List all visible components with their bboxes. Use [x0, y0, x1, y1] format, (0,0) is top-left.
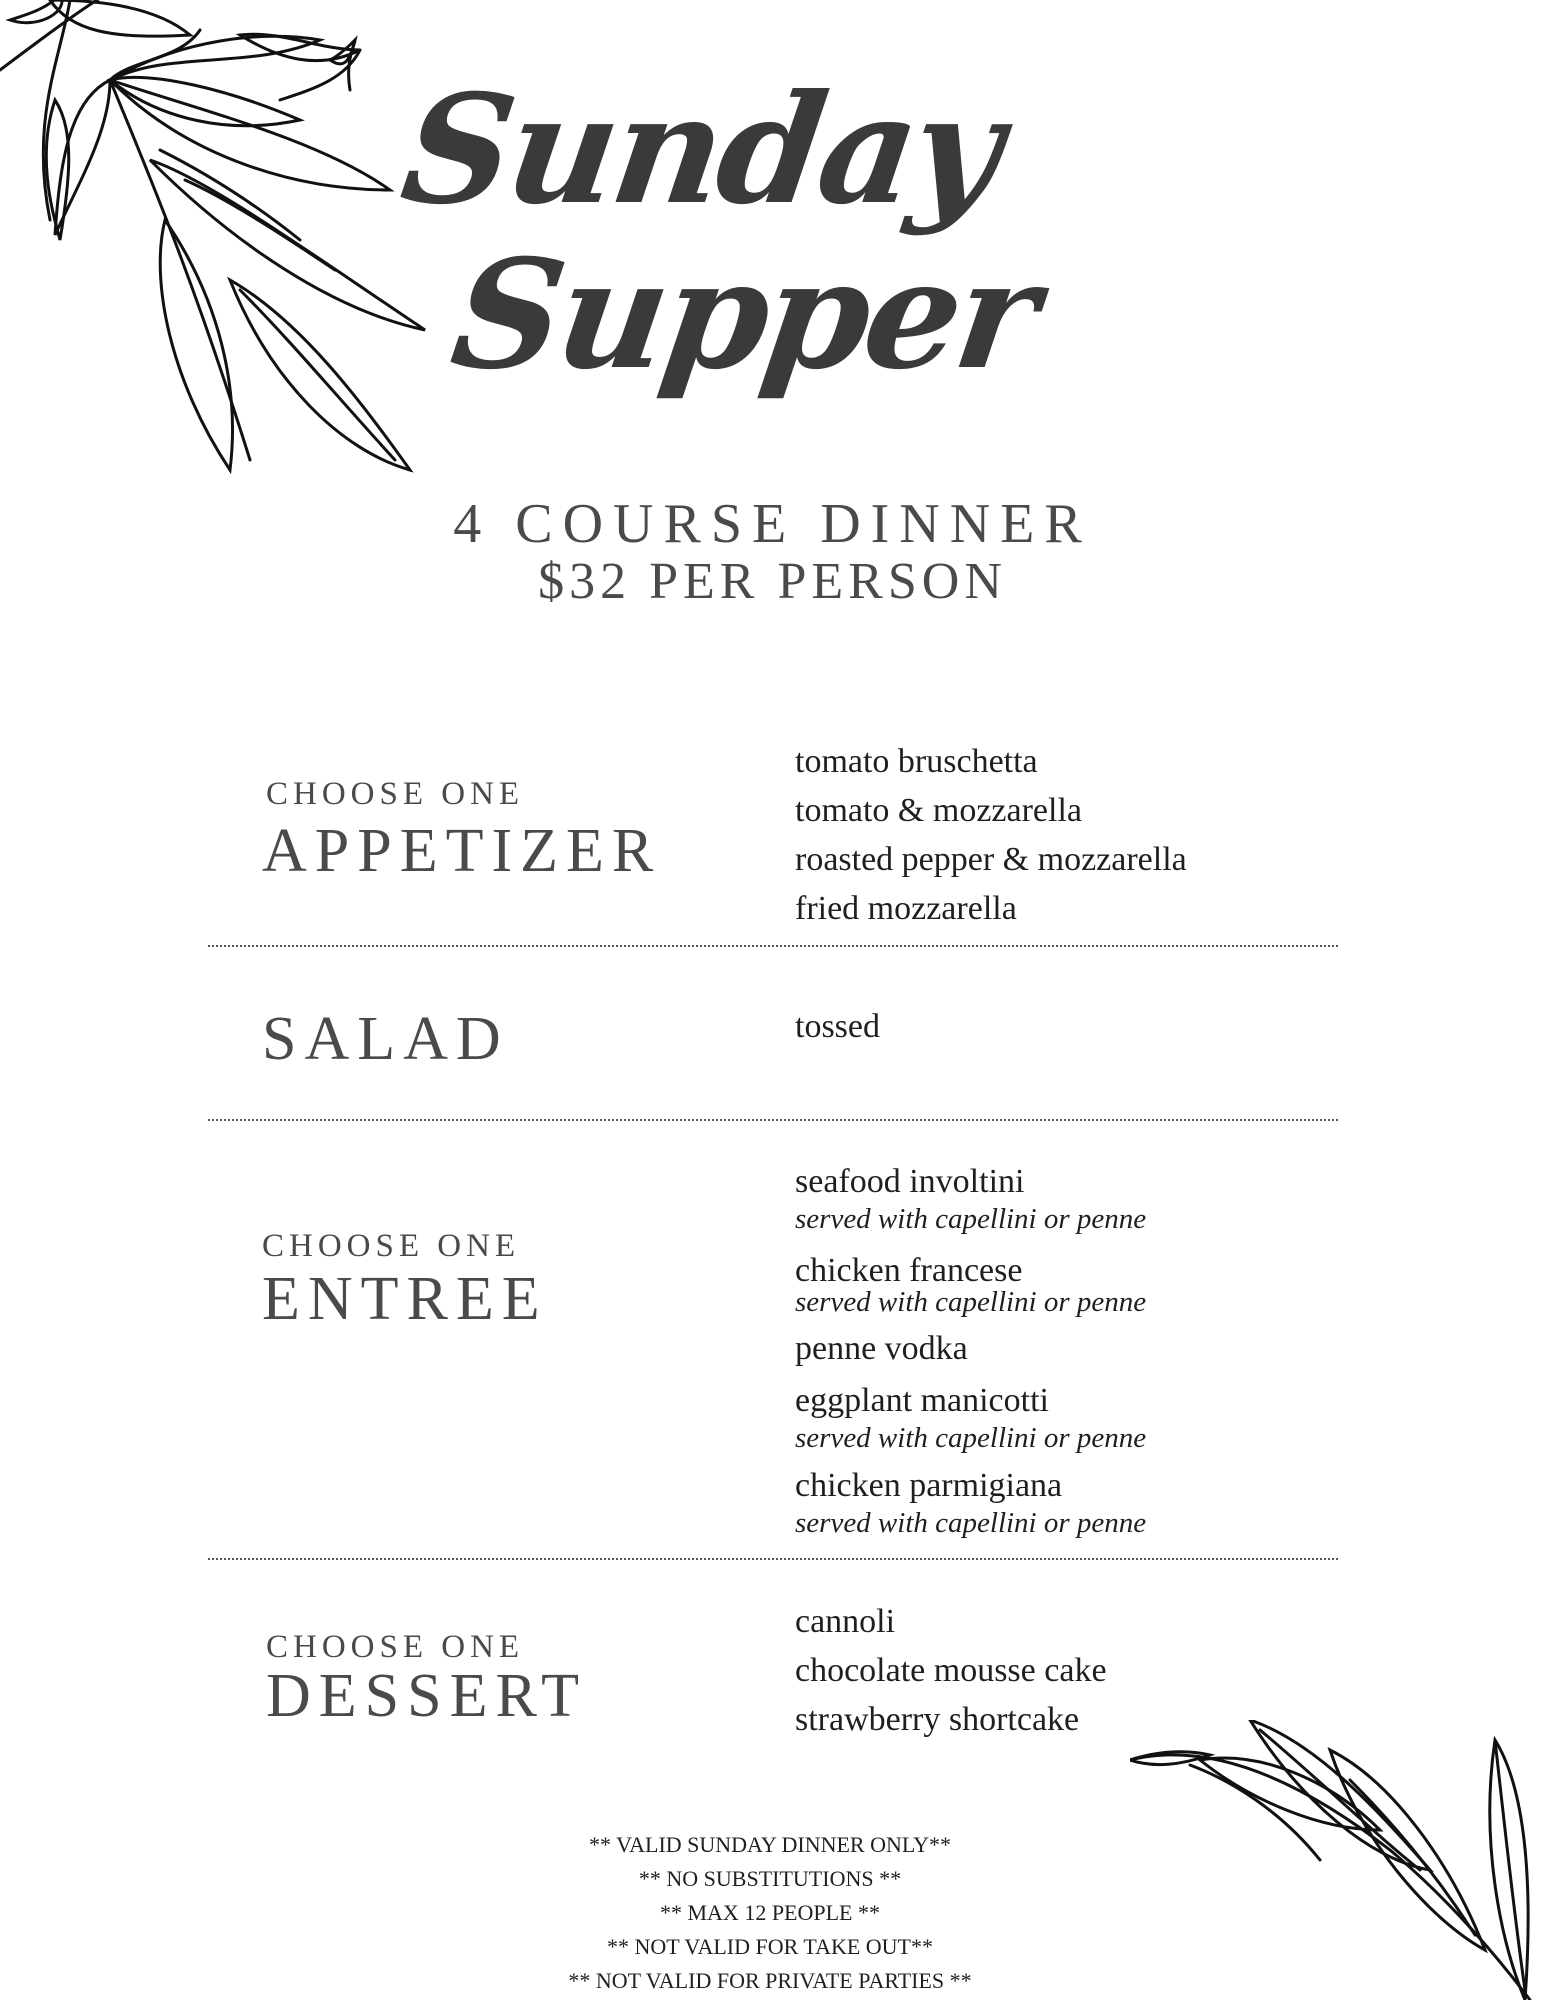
entree-item-name: seafood involtini	[795, 1163, 1025, 1200]
menu-item: tomato & mozzarella	[795, 792, 1082, 829]
entree-items	[795, 1160, 1146, 1544]
menu-item: tossed	[795, 1008, 880, 1045]
entree-item-note: served with capellini or penne	[795, 1203, 1147, 1236]
note-line: ** NOT VALID FOR TAKE OUT**	[606, 1934, 933, 1959]
entree-item-note: served with capellini or penne	[795, 1507, 1147, 1540]
menu-item: roasted pepper & mozzarella	[795, 841, 1187, 878]
entree-item-name: chicken francese	[795, 1252, 1023, 1289]
note-line: ** NO SUBSTITUTIONS **	[638, 1866, 902, 1891]
entree-item	[795, 1464, 1146, 1544]
dessert-items	[795, 1600, 1107, 1747]
appetizer-choose-label: CHOOSE ONE	[266, 776, 525, 812]
appetizer-heading: APPETIZER	[262, 817, 662, 885]
appetizer-items	[795, 740, 1187, 936]
menu-item: fried mozzarella	[795, 890, 1017, 927]
entree-item-name: chicken parmigiana	[795, 1467, 1063, 1504]
entree-item-name: eggplant manicotti	[795, 1382, 1049, 1419]
note-line: ** NOT VALID FOR PRIVATE PARTIES **	[568, 1968, 972, 1993]
course-salad	[0, 1005, 1545, 1105]
menu-title	[392, 55, 1045, 415]
entree-heading: ENTREE	[262, 1265, 548, 1333]
menu-item: cannoli	[795, 1603, 896, 1640]
entree-item	[795, 1160, 1146, 1252]
title-line-supper: Supper	[442, 227, 1045, 403]
course-appetizer	[0, 740, 1545, 940]
menu-item: tomato bruschetta	[795, 743, 1038, 780]
dessert-heading: DESSERT	[266, 1662, 587, 1730]
course-dessert	[0, 1600, 1545, 1750]
menu-item: strawberry shortcake	[795, 1701, 1080, 1738]
note-line: ** VALID SUNDAY DINNER ONLY**	[588, 1832, 952, 1857]
salad-items	[795, 1005, 880, 1049]
entree-choose-label: CHOOSE ONE	[262, 1228, 521, 1264]
section-divider	[208, 1558, 1338, 1560]
leaf-illustration-top-left	[0, 0, 440, 480]
price-heading: $32 PER PERSON	[538, 553, 1007, 610]
entree-item-note: served with capellini or penne	[795, 1422, 1147, 1455]
entree-item	[795, 1252, 1146, 1327]
entree-item	[795, 1379, 1146, 1464]
section-divider	[208, 1119, 1338, 1121]
section-divider	[208, 945, 1338, 947]
leaf-illustration-bottom-right	[1130, 1720, 1545, 2000]
course-count-heading: 4 COURSE DINNER	[453, 493, 1092, 555]
salad-heading: SALAD	[262, 1005, 509, 1073]
dessert-choose-label: CHOOSE ONE	[266, 1629, 525, 1665]
note-line: ** MAX 12 PEOPLE **	[659, 1900, 880, 1925]
fine-print-notes	[470, 1828, 1070, 1998]
entree-item-note: served with capellini or penne	[795, 1286, 1147, 1319]
menu-item: chocolate mousse cake	[795, 1652, 1107, 1689]
course-entree	[0, 1160, 1545, 1540]
title-line-sunday: Sunday	[392, 62, 1010, 238]
entree-item-name: penne vodka	[795, 1330, 968, 1367]
entree-item	[795, 1327, 1146, 1379]
